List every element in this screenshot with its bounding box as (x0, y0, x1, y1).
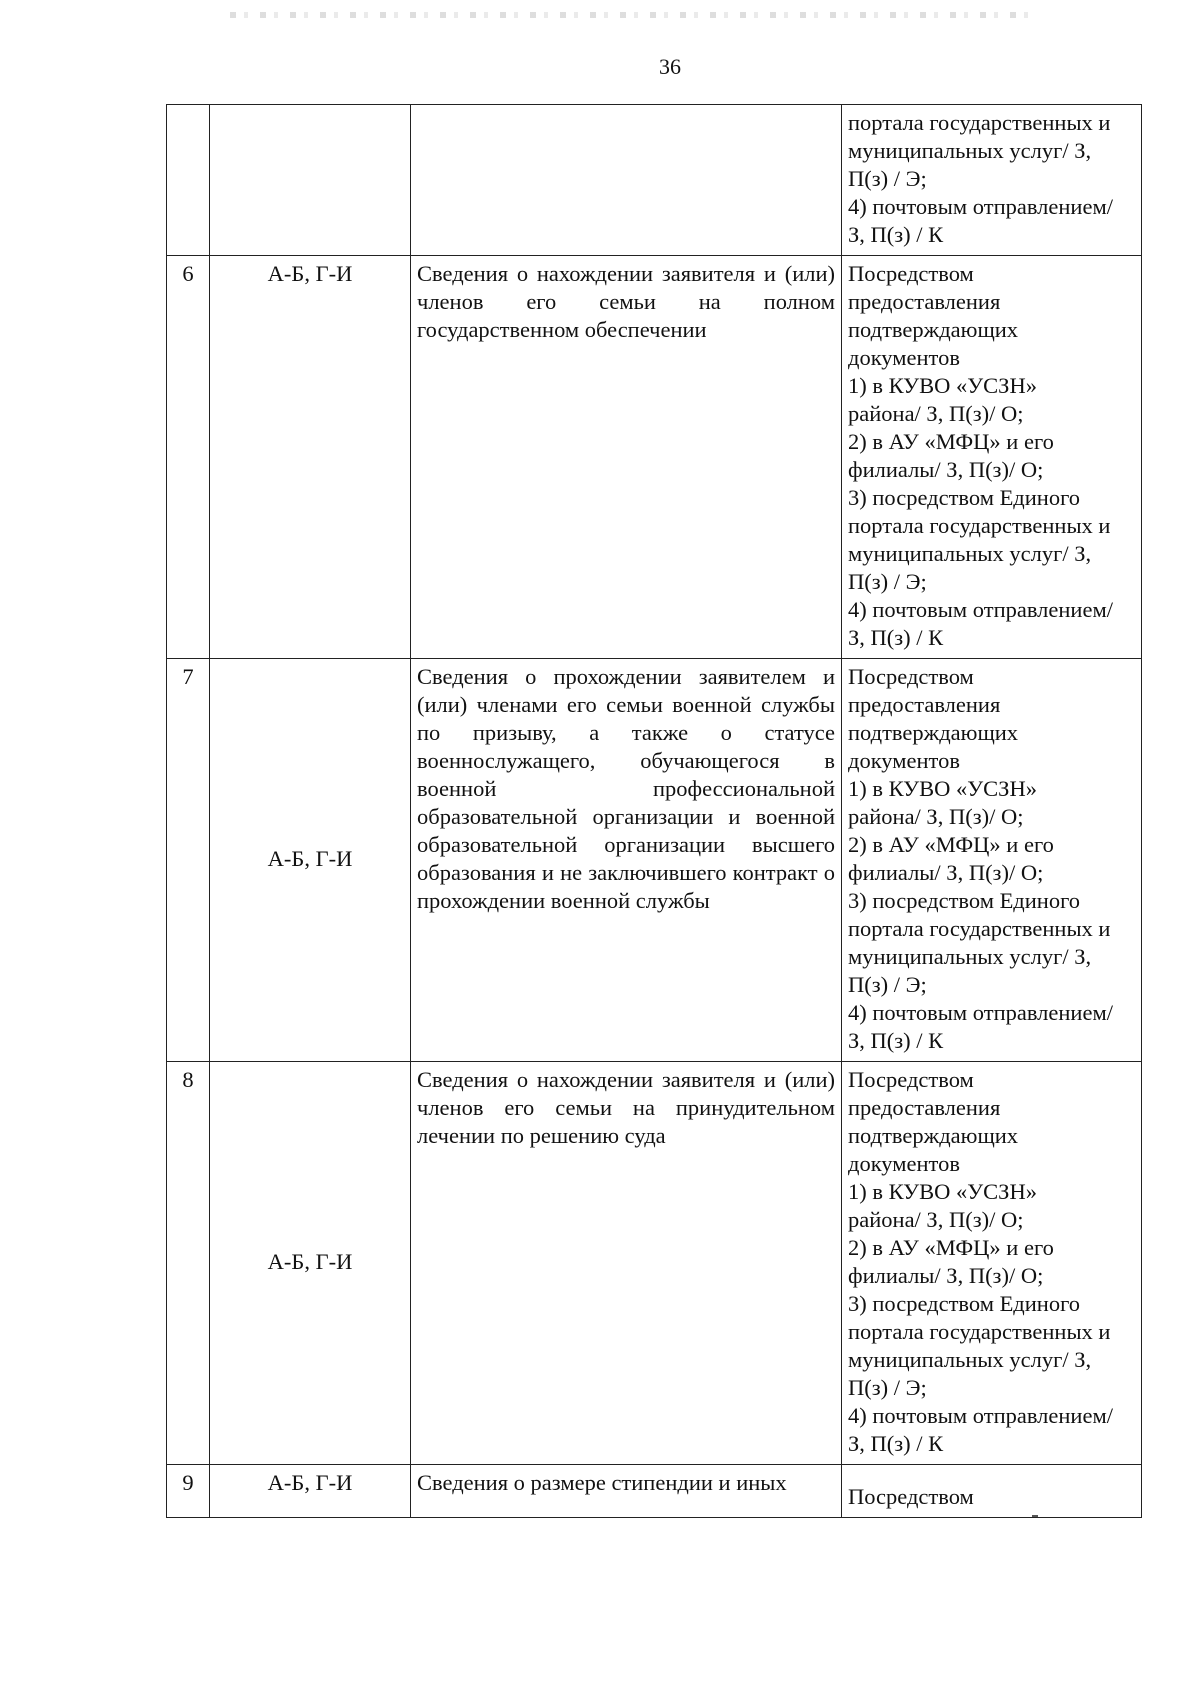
method-line: 2) в АУ «МФЦ» и его (848, 832, 1054, 857)
method-line: муниципальных услуг/ З, (848, 1347, 1092, 1372)
information-description: Сведения о прохождении заявителем и (или) членами его семьи военной службы по призыву, а также о статусе военнослужащего, обучающегося в военной профессиональной образовательной организации и военной образовательной организации высшего образования и не заключившего контракт о прохождении военной службы (411, 659, 842, 1062)
method-line: П(з) / Э; (848, 972, 927, 997)
method-line: подтверждающих (848, 720, 1019, 745)
information-description: Сведения о нахождении заявителя и (или) членов его семьи на полном государственном обеспечении (411, 256, 842, 659)
method-line: предоставления (848, 692, 1001, 717)
method-line: 1) в КУВО «УСЗН» (848, 1179, 1037, 1204)
method-line: документов (848, 1151, 960, 1176)
information-description: Сведения о размере стипендии и иных (411, 1465, 842, 1518)
recipient-category: А-Б, Г-И (210, 659, 411, 1062)
submission-method (842, 1062, 1142, 1465)
method-line: документов (848, 748, 960, 773)
submission-method (842, 1465, 1142, 1518)
method-line: района/ З, П(з)/ О; (848, 1207, 1024, 1232)
row-number: 6 (167, 256, 210, 659)
method-line: З, П(з) / К (848, 1028, 944, 1053)
method-line: Посредством (848, 1484, 974, 1509)
method-line: портала государственных и (848, 1319, 1111, 1344)
method-line: З, П(з) / К (848, 625, 944, 650)
method-line: 1) в КУВО «УСЗН» (848, 776, 1037, 801)
method-line: подтверждающих (848, 317, 1019, 342)
submission-method (842, 105, 1142, 256)
table-row (167, 1465, 1142, 1518)
recipient-category: А-Б, Г-И (210, 256, 411, 659)
table-body (167, 105, 1142, 1518)
submission-method (842, 256, 1142, 659)
method-line: Посредством (848, 1067, 974, 1092)
method-line: П(з) / Э; (848, 166, 927, 191)
method-line: 4) почтовым отправлением/ (848, 1000, 1113, 1025)
table-row (167, 659, 1142, 1062)
method-line: предоставления (848, 1095, 1001, 1120)
method-line: документов (848, 345, 960, 370)
row-number (167, 105, 210, 256)
table-row (167, 105, 1142, 256)
method-line: 1) в КУВО «УСЗН» (848, 373, 1037, 398)
method-line: портала государственных и (848, 513, 1111, 538)
method-line: 4) почтовым отправлением/ (848, 1403, 1113, 1428)
table-row (167, 256, 1142, 659)
method-line: 4) почтовым отправлением/ (848, 597, 1113, 622)
method-line: 3) посредством Единого (848, 1291, 1081, 1316)
method-line: Посредством (848, 664, 974, 689)
method-line: филиалы/ З, П(з)/ О; (848, 860, 1044, 885)
method-line: П(з) / Э; (848, 569, 927, 594)
method-line: района/ З, П(з)/ О; (848, 804, 1024, 829)
page-number: 36 (659, 54, 681, 79)
method-line: З, П(з) / К (848, 1431, 944, 1456)
method-line: муниципальных услуг/ З, (848, 138, 1092, 163)
scan-artifact (230, 12, 1030, 18)
recipient-category: А-Б, Г-И (210, 1062, 411, 1465)
document-table (166, 104, 1142, 1518)
submission-method (842, 659, 1142, 1062)
row-number: 8 (167, 1062, 210, 1465)
recipient-category: А-Б, Г-И (210, 1465, 411, 1518)
method-line: филиалы/ З, П(з)/ О; (848, 457, 1044, 482)
scan-speck (1032, 1515, 1038, 1517)
table-row (167, 1062, 1142, 1465)
method-line: П(з) / Э; (848, 1375, 927, 1400)
method-line: портала государственных и (848, 916, 1111, 941)
method-line: 3) посредством Единого (848, 485, 1081, 510)
row-number: 9 (167, 1465, 210, 1518)
information-description (411, 105, 842, 256)
method-line: Посредством (848, 261, 974, 286)
method-line: портала государственных и (848, 110, 1111, 135)
method-line: подтверждающих (848, 1123, 1019, 1148)
method-line: 4) почтовым отправлением/ (848, 194, 1113, 219)
method-line: муниципальных услуг/ З, (848, 541, 1092, 566)
method-line: З, П(з) / К (848, 222, 944, 247)
recipient-category (210, 105, 411, 256)
method-line: 2) в АУ «МФЦ» и его (848, 1235, 1054, 1260)
method-line: 2) в АУ «МФЦ» и его (848, 429, 1054, 454)
row-number: 7 (167, 659, 210, 1062)
method-line: муниципальных услуг/ З, (848, 944, 1092, 969)
method-line: филиалы/ З, П(з)/ О; (848, 1263, 1044, 1288)
information-description: Сведения о нахождении заявителя и (или) членов его семьи на принудительном лечении по решению суда (411, 1062, 842, 1465)
method-line: района/ З, П(з)/ О; (848, 401, 1024, 426)
method-line: 3) посредством Единого (848, 888, 1081, 913)
method-line: предоставления (848, 289, 1001, 314)
